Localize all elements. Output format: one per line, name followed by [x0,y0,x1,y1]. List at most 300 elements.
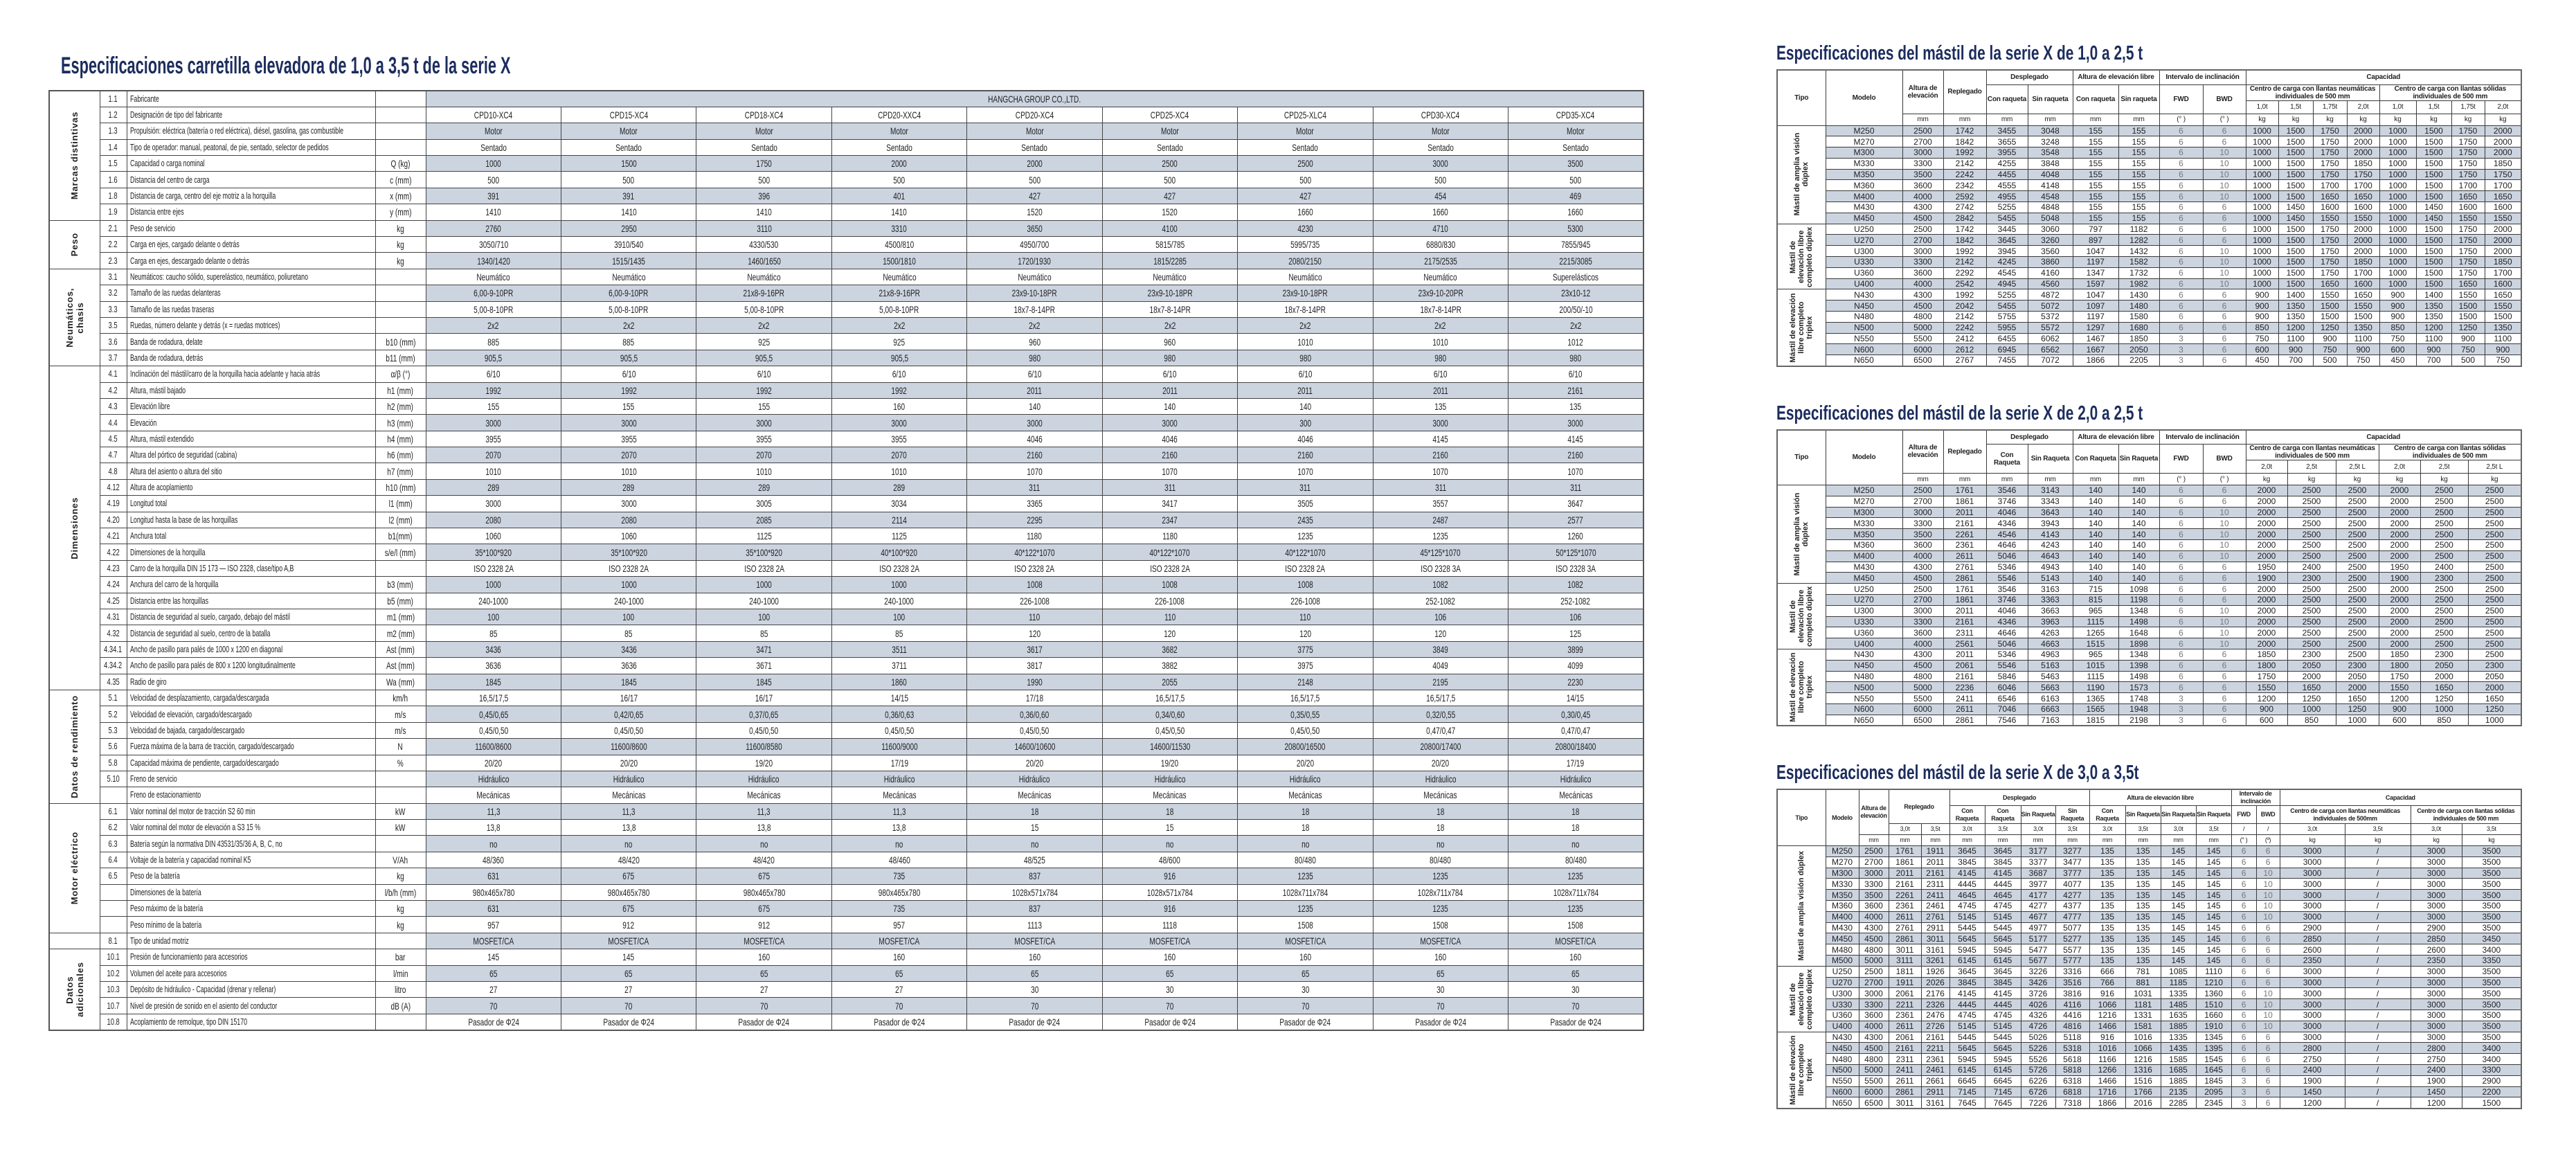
spec-unit-text: h7 (mm) [387,465,414,477]
spec-value [1238,382,1373,398]
mast-value [1986,496,2028,507]
mast-value-text: 2500 [2485,606,2504,616]
spec-value [1238,674,1373,690]
mast-model-text: M360 [1831,901,1853,911]
mast-value-text: 7163 [2041,715,2060,725]
mast-value [2411,846,2462,857]
mast-value-text: 4300 [1913,562,1932,572]
spec-value-text: Neumático [1018,271,1052,282]
mast-value [2028,540,2073,551]
mast-value [1902,246,1943,257]
spec-value-text: 1660 [1432,206,1448,218]
mast-value [2055,1054,2089,1065]
mast-value-text: 2161 [1895,1043,1914,1053]
mast-value [2416,267,2451,278]
mast-value [1943,627,1986,638]
mast-value [2203,627,2246,638]
spec-description-text: Carga en ejes, descargado delante o detrás [129,255,249,266]
mast-value [2203,180,2246,191]
spec-value [1373,156,1508,172]
mast-value [2462,868,2521,879]
spec-value-text: 160 [893,951,906,963]
mast-table-2-title: Especificaciones del mástil de la serie X de 2,0 a 2,5 t [1776,402,2143,424]
mast-value [2089,911,2125,922]
mast-value-text: 2300 [2485,661,2504,671]
spec-value [1508,755,1644,771]
mast-value-text: 2761 [1895,923,1914,933]
spec-row [49,803,1643,819]
spec-value-text: 957 [893,919,906,931]
spec-value [1238,901,1373,917]
mast-value-text: 6 [2179,649,2183,660]
mast-model-text: M330 [1853,159,1875,169]
header-altura [1902,70,1943,114]
spec-value-text: 13,8 [757,822,771,834]
mast-value-text: 2611 [1956,704,1974,715]
spec-value-text: 11600/9000 [881,741,918,753]
spec-row [49,1014,1643,1030]
spec-number-text: 1.2 [108,109,118,120]
spec-value [1373,123,1508,139]
mast-value-text: 6 [2241,846,2246,856]
mast-value-text: 2500 [2348,627,2367,638]
mast-value-text: 1085 [2169,967,2188,977]
mast-value-text: 1350 [2493,323,2512,333]
mast-value [2055,1097,2089,1109]
mast-value-text: 2000 [2257,606,2276,616]
header-sin [2028,84,2073,114]
spec-value-text: Sentado [1427,141,1454,153]
mast-value [2028,257,2073,268]
spec-value [1102,722,1237,738]
mast-value-text: 3 [2241,1076,2246,1086]
mast-value [2468,715,2521,726]
mast-value [2416,301,2451,312]
mast-value-text: 6 [2179,125,2183,136]
mast-value [2451,147,2485,159]
mast-value [2280,879,2345,890]
mast-value-text: 4445 [1993,999,2012,1010]
mast-model-text: M350 [1853,529,1875,539]
spec-row [49,237,1643,253]
section-label-text: Marcas distintivas [69,111,80,200]
mast-value-text: 145 [2171,868,2186,879]
mast-value-text: 6 [2179,606,2183,616]
header-intervalo-text: Intervalo de inclinación [2165,73,2240,82]
mast-value-text: 10 [2263,901,2273,911]
mast-value [2231,911,2256,922]
mast-value-text: 2500 [2485,584,2504,594]
mast-row [1777,638,2521,649]
spec-description-text: Altura del asiento o altura del sitio [129,465,222,476]
spec-number-text: 4.34.2 [104,660,123,671]
spec-number-text: 10.8 [107,1016,120,1027]
spec-value-text: 1992 [620,384,637,396]
spec-number-text: 3.3 [108,303,118,314]
spec-unit-text: dB (A) [390,1000,411,1012]
mast-value-text: 6 [2179,671,2183,681]
spec-value [426,479,561,495]
mast-value-text: 1950 [2390,562,2409,572]
spec-value-text: 3500 [1567,158,1584,170]
mast-value [1949,1021,1985,1032]
spec-value-text: 160 [1299,951,1311,963]
mast-value [2028,202,2073,213]
mast-row [1777,595,2521,606]
mast-value [2125,1032,2161,1043]
spec-value [1238,917,1373,933]
spec-value [1508,220,1644,236]
mast-value [2203,213,2246,224]
section-label [49,933,100,949]
spec-value-text: 48/420 [618,854,640,866]
mast-value [1943,518,1986,529]
mast-value [2073,540,2118,551]
mast-value [2420,693,2468,704]
spec-value-text: Hidráulico [883,773,915,785]
spec-unit [375,301,426,317]
spec-value-text: 3000 [1027,417,1043,429]
mast-value-text: 1331 [2134,1010,2152,1021]
mast-value [2159,125,2203,136]
header-unit-text: mm [1997,836,2008,844]
spec-number-text: 4.32 [107,627,120,638]
mast-value-text: 3177 [2028,846,2048,856]
spec-description [127,706,375,722]
mast-value [2159,616,2203,627]
mast-value [2073,257,2118,268]
spec-value [1508,674,1644,690]
mast-value-text: 1400 [2286,289,2305,300]
spec-value-text: 2500 [1162,158,1178,170]
mast-value-text: 3363 [2041,595,2060,605]
mast-value-text: 10 [2263,1010,2273,1021]
spec-value [1508,479,1644,495]
mast-value [2073,180,2118,191]
mast-value-text: 6 [2241,901,2246,911]
spec-value-text: MOSFET/CA [1149,935,1191,947]
spec-value-text: Motor [1567,125,1585,137]
header-libre-sub-text: Con Raqueta [2096,807,2119,822]
header-solidas [2379,445,2521,460]
mast-value [2159,312,2203,323]
mast-value [2278,333,2313,344]
mast-value-text: 140 [2132,518,2146,528]
spec-value [1238,350,1373,366]
spec-description-text: Banda de rodadura, detrás [129,352,203,363]
mast-value [2379,158,2416,169]
spec-value-text: 3505 [1297,498,1313,510]
spec-value-text: 3955 [756,433,772,445]
mast-value-text: 4977 [2028,923,2048,933]
mast-value [2280,1054,2345,1065]
spec-value [967,739,1102,755]
mast-value [2379,693,2420,704]
mast-value-text: 1000 [2253,235,2271,245]
spec-unit [375,479,426,495]
mast-value [2021,856,2055,868]
header-con-text: Con raqueta [2075,95,2116,103]
spec-value [967,382,1102,398]
mast-value [2073,627,2118,638]
mast-value [2313,169,2347,180]
mast-value [1986,202,2028,213]
spec-unit [375,560,426,576]
mast-value-text: 2000 [2390,584,2409,594]
mast-value-text: 2500 [2485,562,2504,572]
header-load [1949,824,1985,835]
spec-value [1508,625,1644,641]
mast-value [2345,944,2411,956]
mast-value-text: 965 [2088,649,2103,660]
header-unit-text: mm [1930,836,1940,844]
spec-value-text: ISO 2328 2A [744,563,784,575]
spec-value [561,496,696,512]
spec-description [127,868,375,884]
mast-value [2021,890,2055,901]
mast-value-text: 3400 [2482,1043,2501,1053]
spec-value-text: 0,45/0,50 [1020,724,1050,736]
mast-value-text: 1680 [2129,323,2148,333]
spec-value-text: 20/20 [485,757,503,769]
spec-value [967,836,1102,852]
header-replegado-text: Replegado [1904,802,1934,810]
spec-description [127,852,375,868]
spec-unit-text: kg [397,239,404,251]
spec-value-text: Sentado [750,141,777,153]
spec-value-text: 1008 [1027,579,1043,591]
mast-value-text: 2000 [2493,147,2512,158]
mast-value [2411,966,2462,977]
mast-value-text: 916 [2100,988,2115,998]
mast-value-text: 4245 [1997,257,2017,267]
mast-value-text: 1911 [1895,978,1914,988]
mast-value-text: 3645 [1997,235,2017,245]
spec-value [561,415,696,431]
mast-value [1986,507,2028,518]
mast-value [2485,191,2521,202]
spec-value [696,690,831,706]
mast-value [1921,1010,1949,1021]
mast-value-text: 3000 [1913,246,1932,256]
mast-value [2089,868,2125,879]
header-desplegado-text: Desplegado [2010,433,2048,441]
spec-value-text: 160 [1569,951,1582,963]
spec-description-text: Distancia entre las horquillas [129,595,208,606]
mast-value [1943,257,1986,268]
mast-model [1826,1097,1859,1109]
mast-value [2203,682,2246,693]
mast-value-text: 897 [2088,235,2103,245]
spec-value [561,949,696,965]
spec-value [696,496,831,512]
mast-value [2203,540,2246,551]
spec-value-text: Motor [1161,125,1179,137]
header-unit-text: kg [2499,116,2507,123]
spec-value-text: 110 [1029,611,1041,623]
mast-value-text: 1500 [2424,224,2443,235]
spec-row [49,625,1643,641]
mast-value-text: 1016 [2134,1032,2152,1042]
mast-value-text: 1650 [2302,682,2321,692]
mast-row [1777,846,2521,857]
spec-value [1102,366,1237,382]
header-load [2161,824,2196,835]
mast-value [2347,322,2379,333]
mast-value [1985,1032,2021,1043]
header-bwd [2256,806,2280,824]
mast-type-label [1777,584,1826,649]
mast-value-text: 1550 [2354,213,2372,224]
mast-value [2246,301,2278,312]
mast-value-text: 1466 [2098,1076,2117,1086]
mast-value-text: / [2376,1054,2379,1064]
mast-model-text: U360 [1854,627,1874,638]
spec-description [127,933,375,949]
mast-value [1902,202,1943,213]
spec-value [1508,253,1644,269]
mast-value [1859,1086,1889,1097]
mast-value [2159,344,2203,355]
spec-value-text: 3975 [1297,660,1313,672]
mast-value-text: 1900 [2257,573,2276,583]
mast-value [2246,180,2278,191]
spec-value [1373,366,1508,382]
spec-number [100,479,127,495]
spec-value [1102,447,1237,463]
mast-value-text: 6 [2222,289,2227,300]
mast-value [2073,605,2118,616]
header-unit [2287,474,2336,485]
spec-value [1508,544,1644,560]
mast-value [1986,267,2028,278]
spec-unit [375,998,426,1014]
spec-value [967,107,1102,123]
spec-value-text: 2070 [620,449,637,461]
mast-value [2287,496,2336,507]
mast-value-text: 1581 [2134,1021,2152,1032]
spec-value-text: 5815/785 [1155,239,1185,251]
mast-value [2028,267,2073,278]
spec-value [1238,123,1373,139]
mast-type-label [1777,1032,1826,1109]
mast-value-text: 2000 [2390,606,2409,616]
spec-value [831,739,966,755]
section-label [49,91,100,220]
spec-unit [375,917,426,933]
spec-value [831,690,966,706]
spec-value-text: 16/17 [755,692,773,704]
spec-value [1373,981,1508,997]
spec-value [1508,933,1644,949]
spec-value-text: no [1166,838,1174,850]
spec-value [426,706,561,722]
mast-value-text: 1000 [2253,268,2271,278]
spec-value [967,868,1102,884]
mast-value [2089,977,2125,988]
spec-value [1508,949,1644,965]
spec-value [1508,366,1644,382]
mast-value [1859,999,1889,1010]
mast-value [2055,988,2089,999]
mast-value-text: 1645 [2204,1065,2223,1075]
mast-value-text: 5177 [2028,933,2048,944]
header-load-text: 3,0t [2102,825,2112,833]
mast-row [1777,999,2521,1010]
mast-value-text: 3500 [2482,967,2501,977]
mast-value-text: 6 [2222,661,2227,671]
header-unit [2379,114,2416,125]
header-desplegado [1949,789,2089,806]
mast-value [2451,136,2485,147]
header-libre-sub-text: Sin Raqueta [2197,811,2231,818]
mast-value [2203,224,2246,235]
spec-value [967,658,1102,674]
spec-value-text: 735 [893,870,906,882]
spec-value-text: 155 [758,401,770,413]
mast-value-text: 4160 [2041,268,2060,278]
mast-value-text: 135 [2100,890,2115,900]
spec-description-text: Tamaño de las ruedas delanteras [129,287,221,298]
mast-value-text: 1100 [2287,334,2305,344]
mast-value [2313,246,2347,257]
mast-value-text: 6 [2179,529,2183,539]
mast-value-text: 2311 [1956,627,1974,638]
spec-number [100,528,127,544]
spec-number [100,949,127,965]
mast-row [1777,660,2521,671]
mast-model-text: M500 [1831,956,1853,966]
spec-value [1102,674,1237,690]
mast-value-text: 2500 [2485,573,2504,583]
mast-value [1986,355,2028,366]
mast-value [2125,890,2161,901]
mast-value-text: 4800 [1913,312,1932,322]
mast-value-text: 900 [2390,289,2405,300]
spec-value [561,512,696,528]
mast-value [2231,1032,2256,1043]
mast-value [2159,289,2203,301]
spec-value [696,933,831,949]
spec-value-text: 311 [1029,482,1041,494]
spec-number [100,609,127,625]
header-load [2485,100,2521,114]
mast-value-text: 1750 [2354,170,2372,180]
header-unit [2203,474,2246,485]
mast-value [2159,169,2203,180]
header-unit [1943,114,1986,125]
mast-value-text: 2500 [2348,595,2367,605]
mast-model-text: U270 [1854,595,1874,605]
mast-value [2203,202,2246,213]
mast-value-text: 5000 [1864,1065,1883,1075]
spec-value [1508,658,1644,674]
spec-value-text: 18 [1301,805,1309,817]
header-unit [1889,835,1921,846]
mast-value-text: 6 [2265,923,2271,933]
mast-value-text: 1500 [2424,136,2443,147]
spec-value-text: 980 [1434,352,1447,364]
spec-value [1373,998,1508,1014]
spec-value [426,139,561,155]
mast-value-text: 6062 [2041,334,2060,344]
mast-value [2118,562,2159,573]
mast-value [2246,550,2287,562]
mast-value [2028,595,2073,606]
mast-value-text: 3300 [1913,518,1932,528]
mast-value [2073,682,2118,693]
spec-value-text: 1060 [620,530,637,542]
